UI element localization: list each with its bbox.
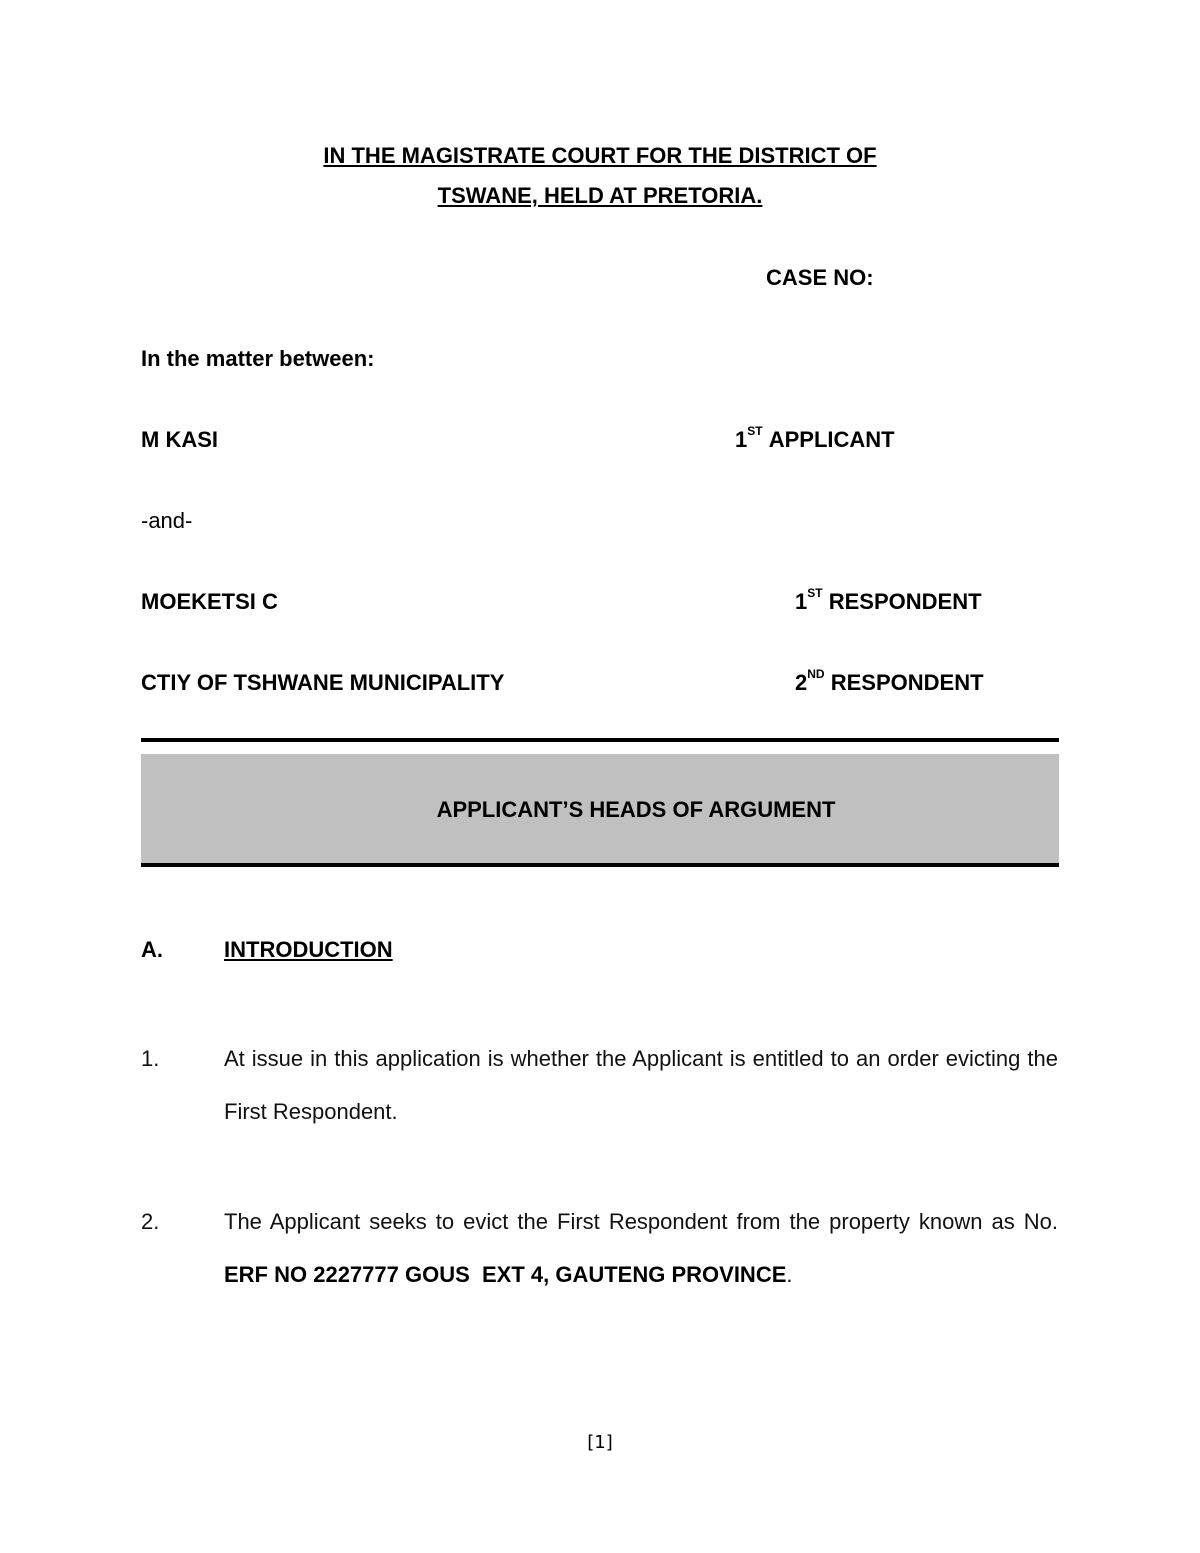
document-title: APPLICANT’S HEADS OF ARGUMENT xyxy=(436,797,836,822)
party-role-second-respondent xyxy=(795,667,984,696)
party-name-applicant: M KASI xyxy=(141,427,218,452)
page-number: [1] xyxy=(587,1432,613,1453)
case-number-label: CASE NO: xyxy=(766,265,874,290)
ordinal-suffix: ST xyxy=(747,424,763,438)
party-role-first-respondent xyxy=(795,586,982,615)
party-name-second-respondent: CTIY OF TSHWANE MUNICIPALITY xyxy=(141,670,505,695)
ordinal-suffix: ND xyxy=(807,667,825,681)
ordinal-suffix: ST xyxy=(807,586,823,600)
ordinal-number: 1 xyxy=(795,589,808,614)
ordinal-number: 1 xyxy=(735,427,748,452)
property-description: ERF NO 2227777 GOUS EXT 4, GAUTENG PROVINCE xyxy=(224,1262,787,1287)
court-heading-line-1: IN THE MAGISTRATE COURT FOR THE DISTRICT OF xyxy=(323,143,877,168)
section-letter: A. xyxy=(141,937,163,962)
paragraph-number: 2. xyxy=(141,1209,160,1234)
paragraph-text-lead: The Applicant seeks to evict the First Respondent from the property known as No. xyxy=(224,1209,1058,1234)
bottom-divider xyxy=(141,863,1059,867)
party-role-applicant xyxy=(735,424,895,453)
paragraph-text xyxy=(224,1195,1058,1301)
top-divider xyxy=(141,738,1059,742)
paragraph-text-end: . xyxy=(786,1262,793,1287)
paragraph-number: 1. xyxy=(141,1046,160,1071)
matter-between-label: In the matter between: xyxy=(141,346,375,371)
role-label: APPLICANT xyxy=(768,427,895,452)
section-heading: INTRODUCTION xyxy=(224,937,393,962)
court-heading-line-2: TSWANE, HELD AT PRETORIA. xyxy=(437,183,763,208)
role-label: RESPONDENT xyxy=(828,589,982,614)
paragraph-text: At issue in this application is whether the Applicant is entitled to an order evicting the First Respondent. xyxy=(224,1046,1058,1124)
ordinal-number: 2 xyxy=(795,670,808,695)
party-name-first-respondent: MOEKETSI C xyxy=(141,589,278,614)
role-label: RESPONDENT xyxy=(830,670,984,695)
and-separator: -and- xyxy=(141,508,193,533)
